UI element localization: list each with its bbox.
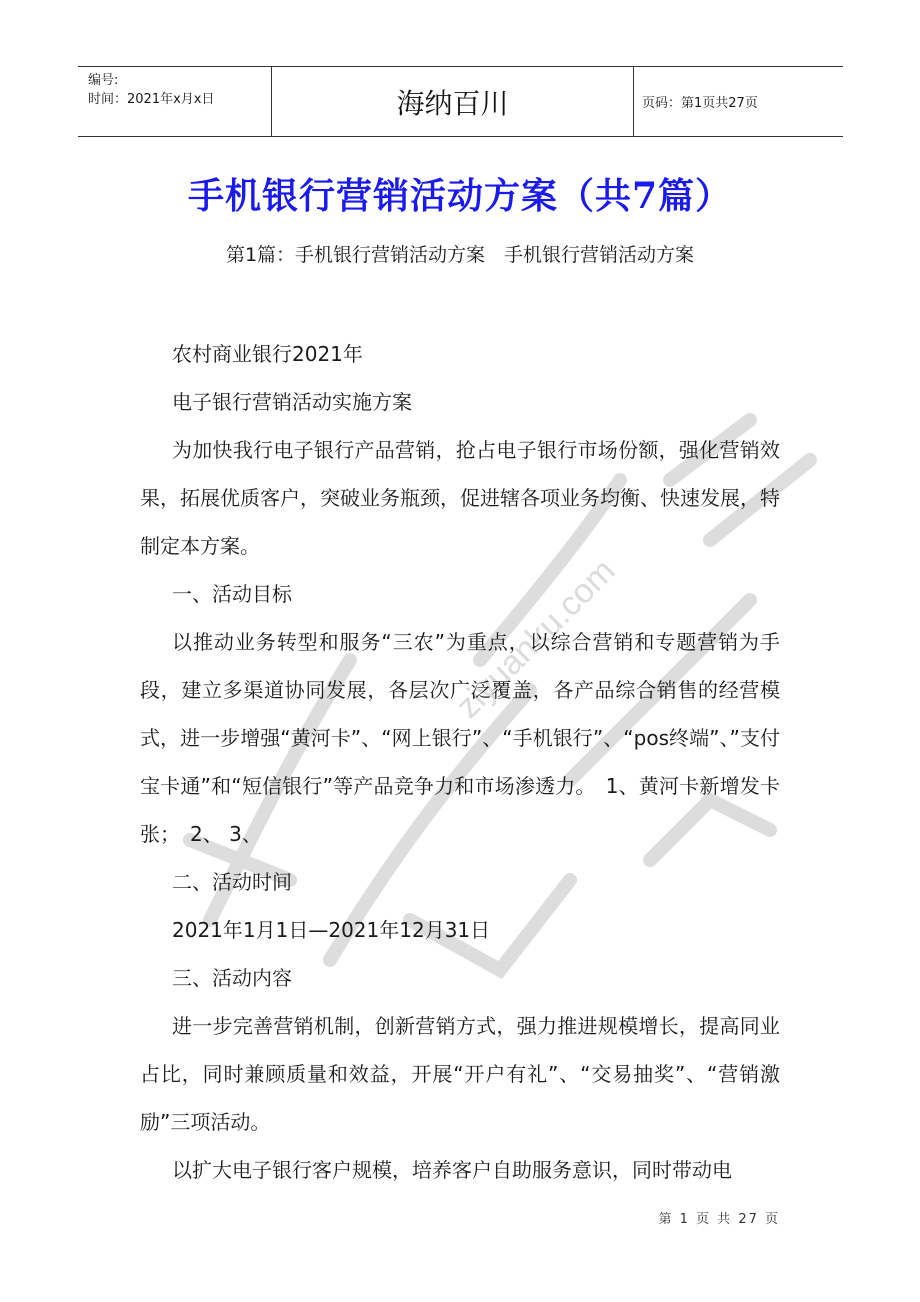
page-info: 页码：第1页共27页 (642, 96, 758, 111)
paragraph: 电子银行营销活动实施方案 (172, 390, 412, 414)
paragraph: 进一步完善营销机制，创新营销方式，强力推进规模增长，提高同业占比，同时兼顾质量和效益，开展“开户有礼”、“交易抽奖”、“营销激励”三项活动。 (140, 1014, 780, 1134)
section-heading: 一、活动目标 (172, 582, 292, 606)
paragraph: 2021年1月1日—2021年12月31日 (172, 918, 491, 942)
document-body (140, 330, 780, 1194)
company-name: 海纳百川 (272, 67, 634, 136)
paragraph: 为加快我行电子银行产品营销，抢占电子银行市场份额，强化营销效果，拓展优质客户，突破业务瓶颈，促进辖各项业务均衡、快速发展，特制定本方案。 (140, 438, 780, 558)
header-meta (78, 67, 272, 136)
watermark-text: ziyuanku.com (448, 551, 623, 726)
time-label: 时间：2021年x月x日 (88, 92, 215, 107)
paragraph: 以推动业务转型和服务“三农”为重点，以综合营销和专题营销为手段，建立多渠道协同发展，各层次广泛覆盖，各产品综合销售的经营模式，进一步增强“黄河卡”、“网上银行”、“手机银行”、“pos终端”、”支付宝卡通”和“短信银行”等产品竞争力和市场渗透力。 1、黄河卡新增发卡张； 2、 3、 (140, 630, 780, 846)
document-subtitle: 第1篇：手机银行营销活动方案 手机银行营销活动方案 (225, 244, 695, 266)
paragraph: 以扩大电子银行客户规模，培养客户自助服务意识，同时带动电 (172, 1158, 732, 1182)
paragraph: 农村商业银行2021年 (172, 342, 363, 366)
section-heading: 三、活动内容 (172, 966, 292, 990)
page-footer: 第 1 页 共 27 页 (658, 1212, 780, 1227)
serial-label: 编号: (88, 73, 119, 88)
section-heading: 二、活动时间 (172, 870, 292, 894)
document-header (78, 66, 843, 137)
document-title: 手机银行营销活动方案（共7篇） (187, 175, 733, 217)
